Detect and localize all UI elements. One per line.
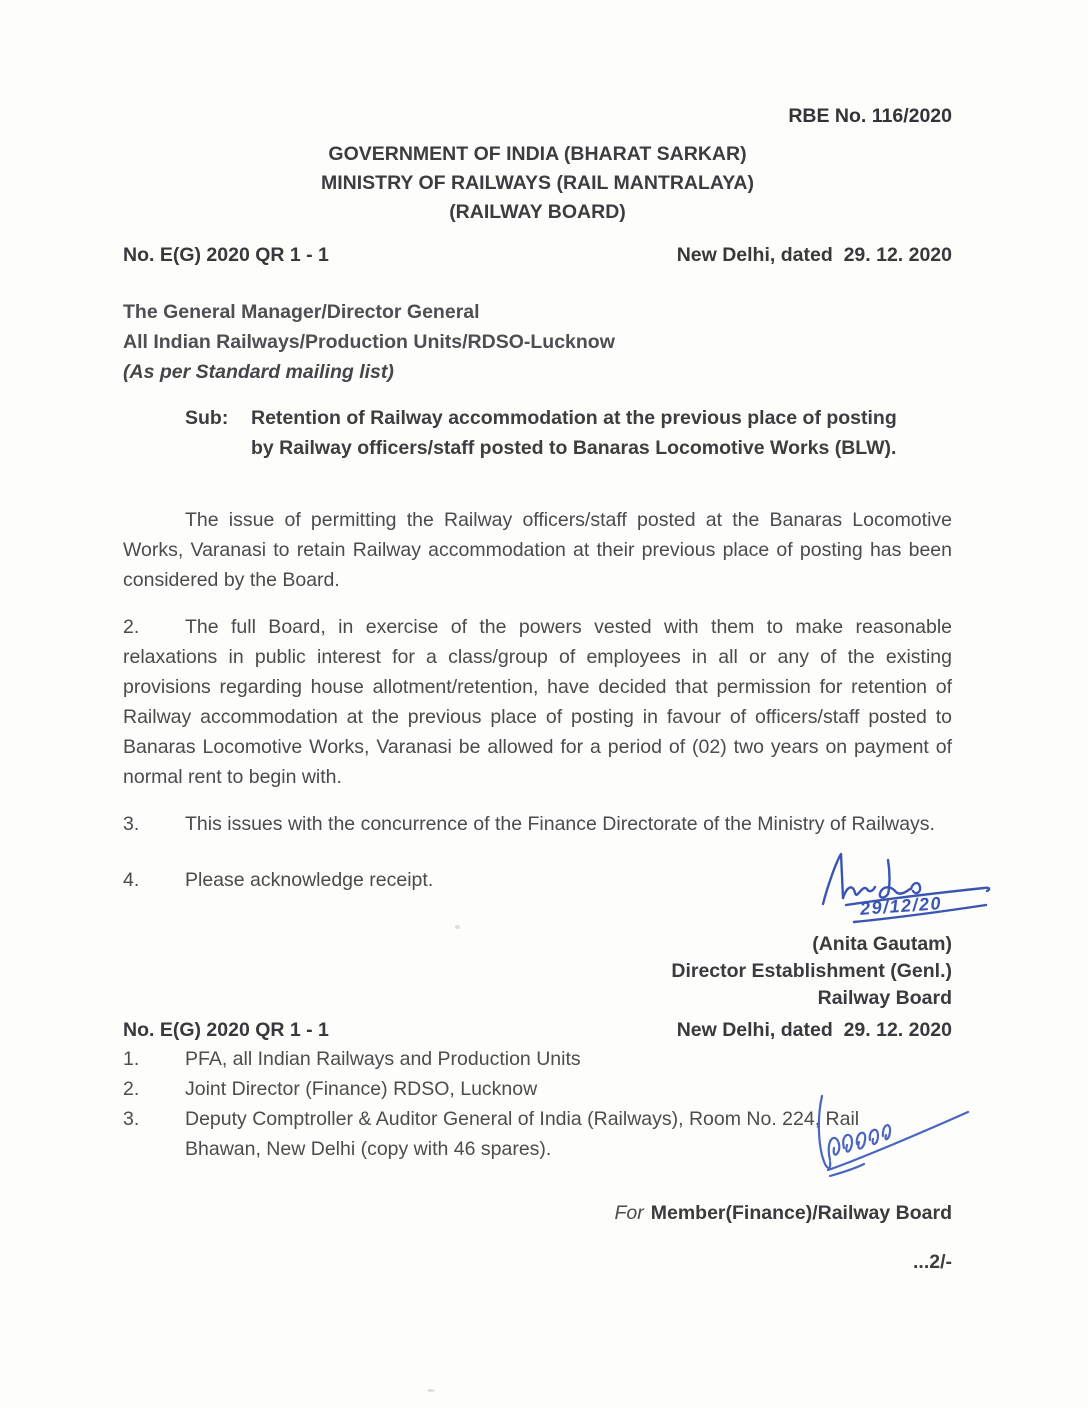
paragraph-number: 2. (123, 616, 140, 638)
signatory-designation: Director Establishment (Genl.) (671, 960, 952, 982)
subject-text: Retention of Railway accommodation at the previous place of posting by Railway officers/staff posted to Banaras Locomotive Works (BLW). (251, 407, 897, 459)
for-text: Member(Finance)/Railway Board (650, 1202, 952, 1224)
signatory-block (123, 931, 952, 1012)
copy-reference-row (123, 1017, 952, 1044)
place-and-date: New Delhi, dated 29. 12. 2020 (676, 244, 952, 266)
addressee-note: (As per Standard mailing list) (123, 361, 394, 383)
list-item (123, 1044, 952, 1074)
paragraph-number: 3. (123, 813, 140, 835)
signatory-name: (Anita Gautam) (812, 933, 952, 955)
paragraph-text: This issues with the concurrence of the Finance Directorate of the Ministry of Railways. (185, 813, 935, 835)
paragraph-number: 4. (123, 869, 140, 891)
paragraph-text: Please acknowledge receipt. (185, 869, 434, 891)
for-prefix: For (614, 1202, 644, 1224)
handwritten-initials-icon (804, 1090, 976, 1186)
paragraph-text: The full Board, in exercise of the powers vested with them to make reasonable relaxations in public interest for a class/group of employees in all or any of the existing provisions regarding house allotment/retention, have decided that permission for retention of Railway accommodation at the previous place of posting in favour of officers/staff posted to Banaras Locomotive Works, Varanasi be allowed for a period of (02) two years on payment of normal rent to begin with. (123, 616, 952, 788)
addressee-line: All Indian Railways/Production Units/RDSO-Lucknow (123, 331, 615, 353)
for-member-finance-line (123, 1200, 952, 1227)
list-item-text: Joint Director (Finance) RDSO, Lucknow (185, 1078, 538, 1100)
list-item-text: PFA, all Indian Railways and Production Units (185, 1048, 581, 1070)
scan-artifact (455, 925, 460, 929)
copy-place-and-date: New Delhi, dated 29. 12. 2020 (676, 1019, 952, 1041)
handwritten-date: 29/12/20 (859, 893, 943, 919)
signatory-organization: Railway Board (817, 987, 952, 1009)
addressee-block (123, 297, 952, 387)
rbe-number: RBE No. 116/2020 (788, 105, 952, 127)
paragraph-1 (123, 505, 952, 595)
scan-artifact (427, 1389, 435, 1392)
page-number: ...2/- (912, 1251, 952, 1273)
list-item-number: 2. (123, 1078, 140, 1100)
addressee-line: The General Manager/Director General (123, 301, 480, 323)
paragraph-text: The issue of permitting the Railway officers/staff posted at the Banaras Locomotive Works, Varanasi to retain Railway accommodation at their previous place of posting has been considered by the Board. (123, 509, 952, 591)
subject-block (185, 403, 952, 463)
reference-number: No. E(G) 2020 QR 1 - 1 (123, 244, 329, 266)
reference-row (123, 243, 952, 267)
paragraph-3 (123, 809, 952, 839)
letterhead-line-government: GOVERNMENT OF INDIA (BHARAT SARKAR) (328, 143, 747, 165)
subject-label: Sub: (185, 407, 229, 429)
list-item-number: 3. (123, 1108, 140, 1130)
list-item-text: Deputy Comptroller & Auditor General of India (Railways), Room No. 224, Rail Bhawan, New Delhi (copy with 46 spares). (185, 1108, 860, 1160)
letterhead-line-ministry: MINISTRY OF RAILWAYS (RAIL MANTRALAYA) (320, 172, 754, 194)
paragraph-2 (123, 612, 952, 792)
copy-reference-number: No. E(G) 2020 QR 1 - 1 (123, 1019, 329, 1041)
letterhead (123, 140, 952, 227)
list-item-number: 1. (123, 1048, 140, 1070)
letterhead-line-railway-board: (RAILWAY BOARD) (449, 201, 626, 223)
